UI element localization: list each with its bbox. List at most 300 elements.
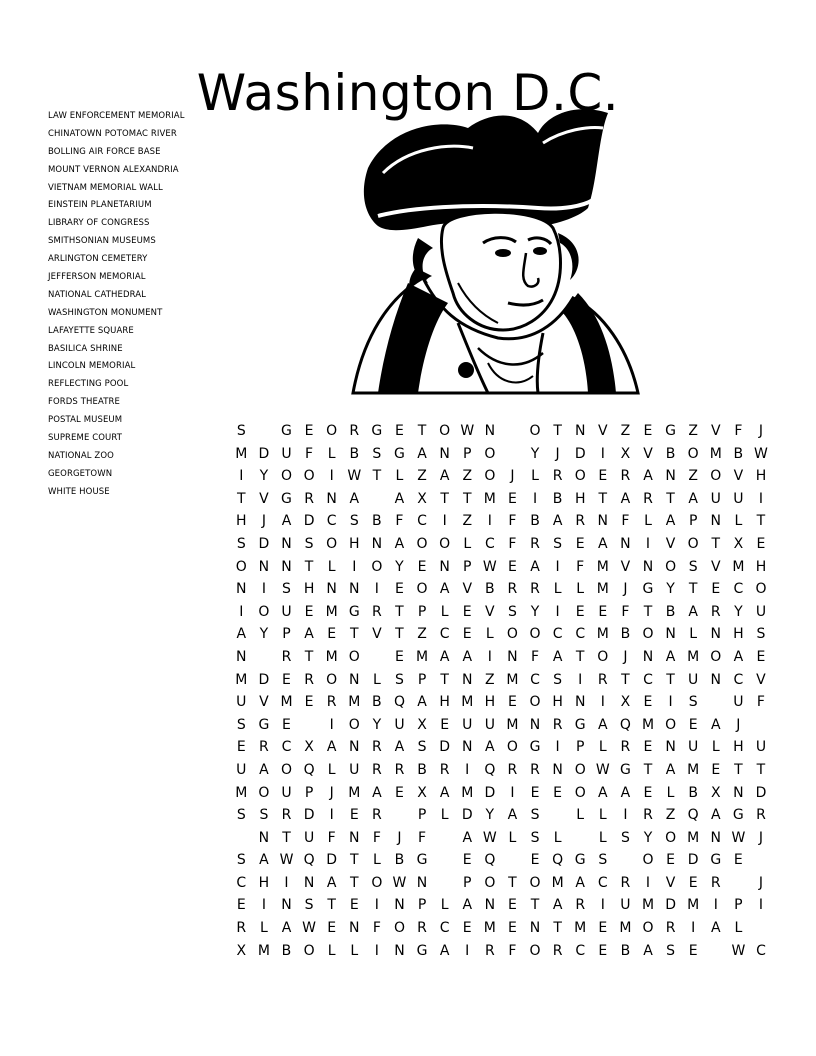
grid-letter: R	[417, 920, 427, 937]
grid-letter: H	[755, 558, 767, 575]
grid-letter: X	[236, 942, 247, 959]
grid-letter: S	[372, 445, 382, 462]
grid-letter: G	[416, 942, 428, 959]
word-list-item: ARLINGTON CEMETERY	[48, 254, 148, 265]
grid-letter: N	[281, 897, 292, 914]
grid-letter: C	[326, 513, 337, 530]
grid-letter: L	[734, 513, 743, 530]
grid-letter: A	[326, 874, 337, 891]
grid-letter: C	[236, 874, 247, 891]
grid-letter: E	[530, 852, 540, 869]
grid-letter: O	[529, 942, 541, 959]
grid-letter: R	[620, 739, 631, 756]
grid-letter: O	[303, 468, 315, 485]
grid-letter: O	[529, 694, 541, 711]
grid-letter: O	[258, 603, 270, 620]
grid-letter: M	[461, 694, 474, 711]
grid-letter: I	[239, 603, 244, 620]
grid-letter: R	[259, 739, 269, 756]
grid-letter: S	[666, 942, 676, 959]
grid-letter: E	[327, 626, 337, 643]
grid-letter: F	[305, 445, 314, 462]
grid-letter: G	[394, 445, 405, 462]
grid-letter: O	[755, 581, 767, 598]
grid-letter: O	[258, 784, 270, 801]
word-list-item: LAW ENFORCEMENT MEMORIAL	[48, 111, 185, 121]
grid-letter: C	[575, 942, 586, 959]
grid-letter: J	[623, 581, 628, 598]
grid-letter: A	[552, 513, 563, 530]
grid-letter: E	[643, 423, 653, 439]
grid-letter: E	[462, 626, 472, 643]
grid-letter: F	[734, 423, 743, 439]
grid-letter: N	[507, 648, 518, 665]
grid-letter: A	[439, 581, 450, 598]
grid-letter: M	[348, 784, 361, 801]
grid-letter: U	[755, 739, 767, 756]
grid-letter: O	[529, 626, 541, 643]
grid-letter: N	[439, 558, 450, 575]
grid-letter: I	[465, 942, 470, 959]
grid-letter: A	[598, 784, 608, 801]
grid-letter: P	[417, 671, 427, 688]
grid-letter: V	[598, 423, 608, 439]
grid-letter: E	[236, 739, 246, 756]
grid-letter: M	[596, 581, 609, 598]
grid-letter: Z	[462, 513, 473, 530]
grid-letter: N	[281, 558, 292, 575]
grid-letter: R	[552, 716, 563, 733]
grid-letter: O	[665, 716, 677, 733]
grid-letter: I	[758, 897, 764, 914]
grid-letter: V	[259, 694, 269, 711]
grid-letter: S	[417, 739, 427, 756]
grid-letter: R	[643, 490, 653, 507]
grid-letter: R	[597, 671, 608, 688]
grid-letter: O	[687, 445, 699, 462]
word-list-item: NATIONAL ZOO	[48, 450, 114, 461]
grid-letter: M	[732, 558, 745, 575]
grid-letter: Y	[259, 626, 269, 643]
grid-letter: Q	[484, 852, 496, 869]
grid-letter: L	[711, 739, 720, 756]
grid-letter: T	[508, 874, 517, 891]
grid-letter: N	[665, 468, 676, 485]
grid-letter: U	[710, 490, 721, 507]
grid-letter: H	[484, 694, 496, 711]
grid-letter: M	[687, 648, 700, 665]
grid-letter: A	[439, 468, 450, 485]
grid-letter: S	[236, 852, 246, 869]
grid-row	[230, 827, 772, 850]
grid-letter: O	[371, 874, 383, 891]
grid-letter: J	[510, 468, 515, 485]
grid-letter: N	[665, 739, 676, 756]
grid-letter: U	[394, 716, 405, 733]
word-list-item: REFLECTING POOL	[48, 379, 129, 390]
grid-letter: T	[666, 671, 675, 688]
grid-letter: D	[461, 807, 473, 824]
grid-letter: N	[303, 874, 315, 891]
grid-letter: N	[710, 513, 721, 530]
grid-row	[230, 623, 772, 646]
grid-letter: U	[733, 490, 744, 507]
grid-letter: G	[529, 739, 541, 756]
grid-letter: A	[394, 739, 405, 756]
grid-letter: R	[507, 581, 518, 598]
grid-letter: D	[326, 852, 338, 869]
grid-letter: Y	[666, 581, 675, 598]
grid-letter: G	[348, 603, 360, 620]
grid-letter: P	[575, 739, 585, 756]
grid-letter: E	[711, 581, 721, 598]
word-list-item: BASILICA SHRINE	[48, 343, 123, 354]
grid-letter: O	[484, 874, 496, 891]
grid-letter: D	[303, 513, 315, 530]
grid-letter: F	[621, 603, 630, 620]
grid-letter: O	[416, 535, 428, 552]
grid-letter: T	[666, 490, 675, 507]
grid-letter: U	[303, 829, 315, 846]
grid-row	[230, 578, 772, 601]
grid-letter: O	[710, 468, 722, 485]
grid-letter: F	[508, 535, 517, 552]
grid-letter: I	[465, 761, 470, 778]
grid-letter: A	[462, 829, 473, 846]
grid-letter: M	[596, 558, 609, 575]
grid-letter: M	[506, 671, 519, 688]
grid-letter: A	[439, 648, 450, 665]
grid-letter: O	[597, 648, 609, 665]
grid-row	[230, 917, 772, 940]
grid-letter: S	[553, 535, 563, 552]
grid-letter: B	[688, 784, 698, 801]
grid-letter: T	[304, 558, 314, 575]
grid-letter: L	[372, 852, 381, 869]
grid-letter: P	[304, 784, 314, 801]
grid-letter: Z	[417, 626, 427, 643]
grid-letter: O	[574, 468, 586, 485]
grid-letter: N	[258, 829, 270, 846]
grid-letter: A	[462, 648, 473, 665]
grid-letter: U	[236, 761, 247, 778]
grid-letter: F	[508, 513, 517, 530]
grid-letter	[433, 849, 456, 872]
grid-letter: B	[620, 626, 631, 643]
grid-letter: A	[417, 694, 427, 711]
grid-letter: S	[620, 829, 630, 846]
grid-letter: O	[280, 761, 292, 778]
grid-row	[230, 510, 772, 533]
grid-letter: Q	[552, 852, 564, 869]
grid-letter: W	[754, 445, 768, 462]
grid-letter: E	[395, 581, 404, 598]
grid-letter: E	[575, 535, 585, 552]
grid-letter: O	[326, 423, 338, 439]
grid-letter: T	[349, 626, 359, 643]
grid-letter: O	[665, 829, 677, 846]
grid-letter: P	[463, 445, 472, 462]
grid-letter: R	[530, 535, 540, 552]
grid-letter: R	[371, 807, 382, 824]
grid-letter: F	[395, 513, 404, 530]
grid-letter: O	[642, 626, 654, 643]
grid-row	[230, 714, 772, 737]
grid-letter: C	[756, 942, 766, 959]
grid-letter: F	[508, 942, 517, 959]
grid-letter: H	[733, 739, 744, 756]
grid-row	[230, 894, 772, 917]
grid-letter: M	[483, 920, 496, 937]
grid-letter: M	[235, 784, 248, 801]
grid-letter: R	[643, 807, 653, 824]
grid-row	[230, 759, 772, 782]
grid-letter: H	[349, 535, 360, 552]
word-list-item: JEFFERSON MEMORIAL	[48, 272, 146, 283]
grid-letter: E	[327, 920, 337, 937]
grid-letter: T	[553, 920, 562, 937]
grid-letter: N	[710, 829, 721, 846]
grid-letter: L	[327, 761, 336, 778]
grid-letter: E	[598, 468, 608, 485]
grid-letter: X	[417, 784, 427, 801]
grid-letter: R	[281, 807, 292, 824]
grid-letter: E	[688, 874, 698, 891]
grid-letter: E	[756, 535, 766, 552]
grid-letter: N	[439, 445, 450, 462]
grid-letter: L	[508, 829, 517, 846]
grid-letter: W	[731, 942, 746, 959]
grid-letter: E	[349, 807, 359, 824]
grid-letter: T	[237, 490, 246, 507]
grid-letter: R	[439, 761, 450, 778]
grid-letter: H	[236, 513, 247, 530]
grid-letter: B	[665, 445, 676, 462]
grid-letter: T	[327, 897, 336, 914]
grid-letter: F	[530, 648, 540, 665]
grid-letter: I	[284, 874, 289, 891]
grid-letter: N	[349, 920, 360, 937]
grid-letter: P	[417, 897, 427, 914]
grid-letter: T	[462, 490, 472, 507]
grid-letter: L	[440, 603, 449, 620]
grid-letter: M	[325, 603, 338, 620]
grid-letter: A	[439, 942, 450, 959]
word-list-item: GEORGETOWN	[48, 468, 113, 479]
grid-letter: G	[281, 490, 292, 507]
grid-letter	[546, 804, 569, 827]
grid-letter: A	[259, 761, 269, 778]
grid-letter: P	[417, 807, 427, 824]
grid-letter: I	[487, 648, 492, 665]
grid-letter: B	[620, 942, 631, 959]
grid-letter: H	[552, 694, 563, 711]
grid-letter: E	[598, 920, 608, 937]
grid-letter: A	[620, 490, 631, 507]
word-list-item: VIETNAM MEMORIAL WALL	[48, 182, 163, 193]
grid-letter: I	[578, 671, 583, 688]
grid-letter: M	[348, 694, 361, 711]
grid-letter: V	[710, 423, 721, 439]
word-list-item: POSTAL MUSEUM	[48, 415, 123, 426]
grid-letter: G	[665, 423, 676, 439]
grid-letter: C	[281, 739, 292, 756]
grid-letter: F	[372, 920, 381, 937]
grid-letter	[388, 804, 411, 827]
grid-letter: N	[484, 423, 496, 439]
grid-letter: V	[665, 874, 676, 891]
grid-letter: E	[282, 671, 291, 688]
grid-letter: U	[281, 603, 292, 620]
grid-letter: P	[463, 874, 472, 891]
grid-letter: E	[756, 648, 766, 665]
grid-letter: B	[733, 445, 744, 462]
grid-letter: L	[576, 807, 585, 824]
grid-letter: R	[349, 423, 360, 439]
grid-letter: V	[756, 671, 766, 688]
grid-letter: P	[734, 897, 743, 914]
grid-letter: X	[620, 445, 631, 462]
word-list-item: WASHINGTON MONUMENT	[48, 307, 163, 318]
grid-row	[230, 646, 772, 669]
grid-letter: O	[484, 445, 496, 462]
grid-letter: I	[352, 558, 357, 575]
grid-letter: E	[711, 761, 721, 778]
grid-letter: G	[371, 423, 383, 439]
grid-letter: O	[506, 626, 518, 643]
grid-letter: F	[621, 513, 630, 530]
grid-letter: R	[304, 490, 314, 507]
grid-letter: G	[258, 716, 270, 733]
grid-letter: A	[598, 716, 608, 733]
grid-letter: D	[258, 445, 270, 462]
grid-letter: D	[755, 784, 767, 801]
grid-letter: G	[574, 716, 586, 733]
grid-letter: I	[668, 694, 673, 711]
grid-letter: I	[623, 807, 628, 824]
grid-letter: E	[462, 603, 472, 620]
grid-letter: R	[710, 603, 721, 620]
grid-letter: N	[710, 671, 721, 688]
grid-letter: J	[758, 874, 764, 891]
grid-letter: R	[304, 671, 314, 688]
grid-letter: A	[304, 626, 314, 643]
grid-letter: A	[439, 784, 450, 801]
grid-letter: O	[642, 852, 654, 869]
grid-letter: L	[259, 920, 268, 937]
grid-letter: Q	[484, 761, 496, 778]
grid-letter: L	[666, 784, 675, 801]
grid-letter: R	[326, 694, 337, 711]
grid-letter: N	[349, 581, 360, 598]
grid-row	[230, 669, 772, 692]
grid-letter: J	[758, 423, 764, 439]
grid-letter: O	[529, 423, 541, 439]
grid-letter	[501, 443, 524, 466]
grid-letter: L	[553, 581, 562, 598]
grid-letter: S	[236, 423, 246, 439]
grid-letter: A	[665, 761, 676, 778]
grid-letter	[750, 849, 773, 872]
grid-letter: T	[372, 468, 382, 485]
word-list-item: LINCOLN MEMORIAL	[48, 361, 136, 372]
grid-row	[230, 782, 772, 805]
grid-letter: D	[258, 535, 270, 552]
grid-letter: J	[261, 513, 266, 530]
grid-letter: W	[731, 829, 746, 846]
grid-letter: F	[327, 829, 336, 846]
grid-letter: B	[552, 490, 563, 507]
word-list-item: SUPREME COURT	[48, 433, 123, 444]
grid-letter: U	[755, 603, 767, 620]
grid-letter: Q	[393, 694, 405, 711]
grid-letter: C	[575, 626, 586, 643]
grid-letter: L	[463, 535, 472, 552]
grid-letter: M	[574, 920, 587, 937]
george-washington-portrait	[348, 108, 648, 398]
grid-letter: L	[350, 942, 359, 959]
grid-letter: M	[709, 445, 722, 462]
grid-letter: O	[326, 535, 338, 552]
grid-letter: L	[395, 468, 404, 485]
word-list	[48, 108, 185, 502]
word-list-item: MOUNT VERNON ALEXANDRIA	[48, 164, 179, 175]
grid-letter: R	[236, 920, 247, 937]
grid-letter: R	[371, 603, 382, 620]
grid-letter: U	[688, 671, 699, 688]
grid-letter: A	[710, 920, 721, 937]
grid-letter: L	[553, 829, 562, 846]
grid-row	[230, 872, 772, 895]
grid-letter: H	[258, 874, 270, 891]
grid-letter: Z	[485, 671, 495, 688]
grid-letter: C	[439, 920, 450, 937]
grid-letter: L	[327, 558, 336, 575]
grid-letter: I	[532, 490, 538, 507]
grid-letter: M	[280, 694, 293, 711]
grid-letter	[298, 714, 321, 737]
word-list-item: NATIONAL CATHEDRAL	[48, 289, 147, 300]
grid-letter: C	[417, 513, 427, 530]
grid-letter: M	[596, 626, 609, 643]
grid-letter: O	[529, 874, 541, 891]
grid-letter: N	[371, 535, 383, 552]
grid-letter: I	[600, 897, 605, 914]
grid-letter: Y	[259, 468, 269, 485]
grid-letter: E	[643, 784, 653, 801]
grid-letter: G	[416, 852, 428, 869]
grid-letter: U	[281, 784, 292, 801]
grid-letter: N	[552, 761, 563, 778]
grid-letter: O	[371, 558, 383, 575]
grid-letter: I	[691, 920, 696, 937]
grid-letter: S	[530, 829, 540, 846]
grid-letter: R	[394, 761, 405, 778]
grid-letter: R	[484, 942, 495, 959]
grid-letter: E	[688, 716, 698, 733]
grid-letter: E	[733, 852, 743, 869]
grid-letter: X	[304, 739, 314, 756]
word-list-item: SMITHSONIAN MUSEUMS	[48, 236, 156, 247]
grid-letter: A	[236, 626, 247, 643]
grid-letter: Y	[485, 807, 495, 824]
grid-letter: A	[575, 874, 585, 891]
grid-letter: H	[439, 694, 450, 711]
grid-letter: L	[598, 739, 607, 756]
grid-letter: C	[597, 874, 608, 891]
grid-letter: S	[395, 671, 404, 688]
grid-letter	[501, 849, 524, 872]
